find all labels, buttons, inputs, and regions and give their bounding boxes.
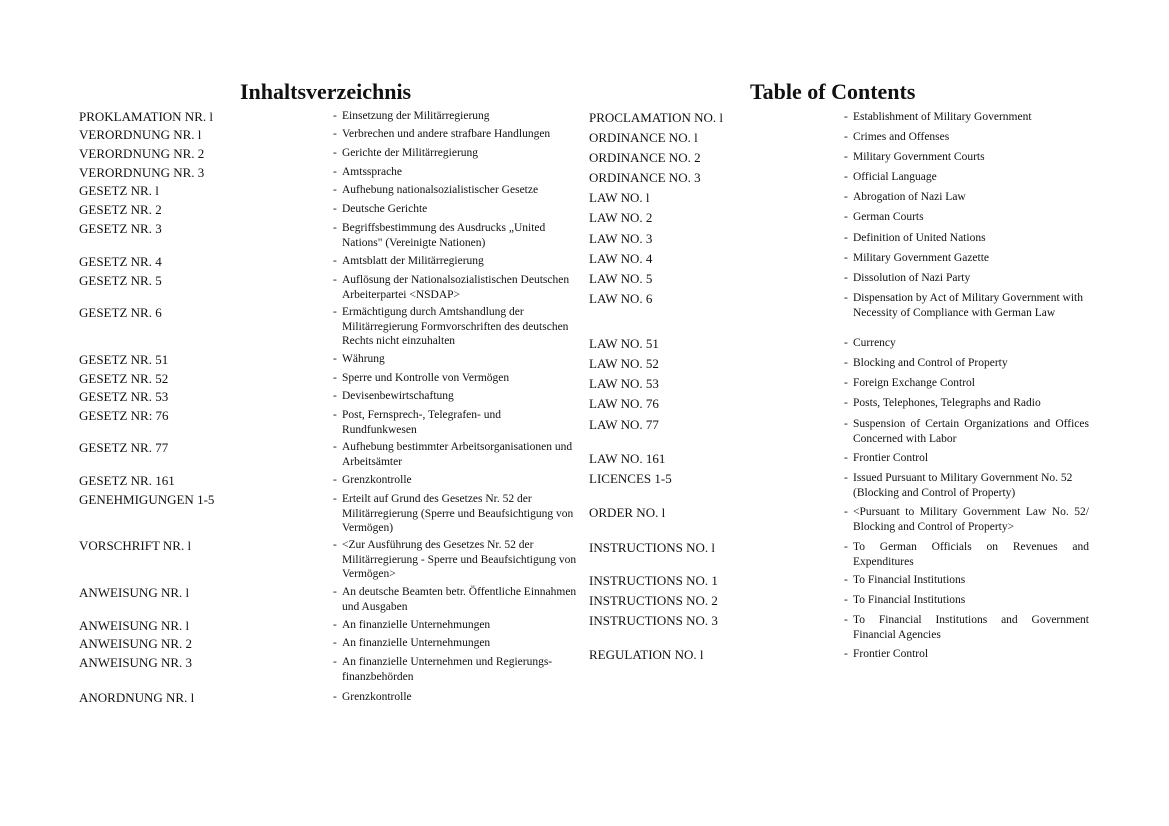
description-text: <Pursuant to Military Government Law No. 52/ Blocking and Control of Property> (853, 506, 1089, 533)
entry-code: GESETZ NR. 5 (79, 273, 162, 288)
description-text: Post, Fernsprech-, Telegrafen- und Rundfunkwesen (342, 409, 501, 436)
entry-description (333, 202, 578, 217)
entry-description (844, 130, 1089, 145)
description-text: An deutsche Beamten betr. Öffentliche Einnahmen und Ausgaben (342, 586, 577, 613)
entry-code: GESETZ NR: 76 (79, 408, 169, 423)
dash-marker: - (333, 372, 337, 384)
description-text: Dispensation by Act of Military Government with Necessity of Compliance with German Law (853, 292, 1083, 319)
entry-code: ANWEISUNG NR. 3 (79, 655, 193, 670)
entry-description (333, 538, 578, 582)
dash-marker: - (844, 252, 848, 264)
description-text: Währung (342, 353, 385, 365)
description-text: Military Government Courts (853, 151, 985, 163)
dash-marker: - (333, 390, 337, 402)
dash-marker: - (844, 337, 848, 349)
description-text: Aufhebung nationalsozialistischer Gesetze (342, 184, 539, 196)
description-text: To German Officials on Revenues and Expenditures (853, 541, 1089, 568)
description-text: Dissolution of Nazi Party (853, 272, 971, 284)
dash-marker: - (333, 147, 337, 159)
description-text: Devisenbewirtschaftung (342, 390, 454, 402)
entry-description (333, 109, 578, 124)
entry-code: GESETZ NR. 77 (79, 440, 169, 455)
dash-marker: - (844, 614, 848, 626)
dash-marker: - (844, 377, 848, 389)
entry-description (844, 251, 1089, 266)
dash-marker: - (333, 474, 337, 486)
dash-marker: - (333, 353, 337, 365)
dash-marker: - (844, 574, 848, 586)
description-text: Blocking and Control of Property (853, 357, 1008, 369)
entry-code: VORSCHRIFT NR. l (79, 538, 192, 553)
description-text: Aufhebung bestimmter Arbeitsorganisationen und Arbeitsämter (342, 441, 573, 468)
entry-code: GESETZ NR. 4 (79, 254, 162, 269)
description-text: Amtssprache (342, 166, 403, 178)
description-text: Abrogation of Nazi Law (853, 191, 966, 203)
description-text: Gerichte der Militärregierung (342, 147, 479, 159)
dash-marker: - (844, 191, 848, 203)
entry-description (844, 210, 1089, 225)
heading-german: Inhaltsverzeichnis (240, 79, 412, 104)
entry-code: LAW NO. 3 (589, 231, 653, 246)
dash-marker: - (333, 274, 337, 286)
description-text: Sperre und Kontrolle von Vermögen (342, 372, 510, 384)
entry-description (333, 254, 578, 269)
entry-code: INSTRUCTIONS NO. 2 (589, 593, 718, 608)
entry-code: GESETZ NR. 6 (79, 305, 162, 320)
entry-code: GENEHMIGUNGEN 1-5 (79, 492, 215, 507)
dash-marker: - (333, 637, 337, 649)
entry-description (844, 593, 1089, 608)
entry-code: PROCLAMATION NO. l (589, 110, 723, 125)
heading-english: Table of Contents (750, 79, 916, 104)
description-text: To Financial Institutions (853, 594, 966, 606)
dash-marker: - (333, 539, 337, 551)
description-text: Erteilt auf Grund des Gesetzes Nr. 52 der Militärregierung (Sperre und Beaufsichtigung von Vermögen) (342, 493, 574, 534)
entry-code: ORDER NO. l (589, 505, 666, 520)
dash-marker: - (844, 541, 848, 553)
entry-code: REGULATION NO. l (589, 647, 704, 662)
entry-code: INSTRUCTIONS NO. l (589, 540, 716, 555)
dash-marker: - (844, 151, 848, 163)
dash-marker: - (844, 171, 848, 183)
entry-description (333, 585, 578, 614)
description-text: Definition of United Nations (853, 232, 986, 244)
entry-description (844, 451, 1089, 466)
entry-description (844, 417, 1089, 446)
dash-marker: - (333, 166, 337, 178)
entry-code: LAW NO. l (589, 190, 650, 205)
entry-code: LAW NO. 5 (589, 271, 653, 286)
entry-code: GESETZ NR. 52 (79, 371, 169, 386)
description-text: Currency (853, 337, 896, 349)
dash-marker: - (333, 203, 337, 215)
entry-description (333, 273, 578, 302)
entry-description (844, 647, 1089, 662)
entry-description (844, 356, 1089, 371)
entry-description (333, 371, 578, 386)
description-text: Issued Pursuant to Military Government No. 52 (Blocking and Control of Property) (853, 472, 1073, 499)
dash-marker: - (333, 222, 337, 234)
dash-marker: - (844, 232, 848, 244)
dash-marker: - (333, 493, 337, 505)
entry-description (333, 690, 578, 705)
entry-description (844, 540, 1089, 569)
description-text: To Financial Institutions and Government Financial Agencies (853, 614, 1089, 641)
description-text: Foreign Exchange Control (853, 377, 976, 389)
entry-code: INSTRUCTIONS NO. 3 (589, 613, 718, 628)
description-text: An finanzielle Unternehmungen (342, 619, 491, 631)
dash-marker: - (844, 594, 848, 606)
dash-marker: - (844, 397, 848, 409)
description-text: <Zur Ausführung des Gesetzes Nr. 52 der Militärregierung - Sperre und Beaufsichtigung von Vermögen> (342, 539, 577, 580)
description-text: Frontier Control (853, 648, 929, 660)
description-text: Grenzkontrolle (342, 474, 412, 486)
dash-marker: - (844, 452, 848, 464)
description-text: Crimes and Offenses (853, 131, 950, 143)
entry-code: LAW NO. 76 (589, 396, 659, 411)
entry-description (333, 618, 578, 633)
dash-marker: - (333, 409, 337, 421)
description-text: To Financial Institutions (853, 574, 966, 586)
entry-code: LAW NO. 53 (589, 376, 659, 391)
dash-marker: - (844, 648, 848, 660)
entry-description (333, 440, 578, 469)
entry-description (333, 221, 578, 250)
entry-description (333, 408, 578, 437)
entry-description (844, 190, 1089, 205)
description-text: Amtsblatt der Militärregierung (342, 255, 484, 267)
entry-code: PROKLAMATION NR. l (79, 109, 213, 124)
description-text: Einsetzung der Militärregierung (342, 110, 490, 122)
entry-description (844, 471, 1089, 500)
entry-description (333, 183, 578, 198)
description-text: Auflösung der Nationalsozialistischen Deutschen Arbeiterpartei <NSDAP> (342, 274, 570, 301)
entry-code: LAW NO. 51 (589, 336, 659, 351)
entry-code: LAW NO. 77 (589, 417, 659, 432)
entry-description (844, 505, 1089, 534)
entry-description (844, 150, 1089, 165)
entry-code: GESETZ NR. 161 (79, 473, 175, 488)
entry-code: GESETZ NR. 3 (79, 221, 162, 236)
entry-code: INSTRUCTIONS NO. 1 (589, 573, 718, 588)
description-text: Establishment of Military Government (853, 111, 1032, 123)
entry-code: LAW NO. 161 (589, 451, 666, 466)
entry-description (333, 389, 578, 404)
entry-code: GESETZ NR. l (79, 183, 159, 198)
dash-marker: - (333, 586, 337, 598)
entry-description (333, 492, 578, 536)
description-text: Begriffsbestimmung des Ausdrucks „United Nations" (Vereinigte Nationen) (342, 222, 546, 249)
entry-code: ANWEISUNG NR. l (79, 618, 190, 633)
entry-description (333, 165, 578, 180)
entry-description (333, 473, 578, 488)
entry-description (844, 376, 1089, 391)
description-text: Frontier Control (853, 452, 929, 464)
dash-marker: - (333, 656, 337, 668)
description-text: Official Language (853, 171, 937, 183)
entry-description (844, 336, 1089, 351)
entry-description (844, 271, 1089, 286)
entry-description (844, 396, 1089, 411)
dash-marker: - (844, 272, 848, 284)
description-text: Posts, Telephones, Telegraphs and Radio (853, 397, 1041, 409)
dash-marker: - (844, 506, 848, 518)
description-text: An finanzielle Unternehmungen (342, 637, 491, 649)
entry-code: GESETZ NR. 53 (79, 389, 169, 404)
dash-marker: - (844, 211, 848, 223)
description-text: German Courts (853, 211, 924, 223)
entry-description (844, 291, 1089, 320)
dash-marker: - (333, 441, 337, 453)
description-text: An finanzielle Unternehmen und Regierungs-finanzbehörden (342, 656, 553, 683)
entry-code: ORDINANCE NO. 2 (589, 150, 701, 165)
entry-description (844, 231, 1089, 246)
entry-description (333, 127, 578, 142)
entry-code: LAW NO. 6 (589, 291, 653, 306)
entry-code: VERORDNUNG NR. 2 (79, 146, 205, 161)
entry-code: GESETZ NR. 2 (79, 202, 162, 217)
dash-marker: - (844, 357, 848, 369)
description-text: Grenzkontrolle (342, 691, 412, 703)
dash-marker: - (333, 691, 337, 703)
entry-code: ORDINANCE NO. l (589, 130, 698, 145)
entry-code: LICENCES 1-5 (589, 471, 672, 486)
entry-description (333, 146, 578, 161)
dash-marker: - (333, 110, 337, 122)
entry-code: VERORDNUNG NR. l (79, 127, 202, 142)
dash-marker: - (333, 128, 337, 140)
entry-description (333, 636, 578, 651)
entry-code: LAW NO. 4 (589, 251, 653, 266)
dash-marker: - (333, 619, 337, 631)
dash-marker: - (844, 131, 848, 143)
dash-marker: - (844, 111, 848, 123)
entry-description (844, 573, 1089, 588)
entry-code: ORDINANCE NO. 3 (589, 170, 701, 185)
dash-marker: - (844, 418, 848, 430)
dash-marker: - (333, 184, 337, 196)
entry-description (333, 305, 578, 349)
entry-description (333, 352, 578, 367)
entry-description (844, 613, 1089, 642)
entry-code: LAW NO. 2 (589, 210, 653, 225)
entry-description (844, 170, 1089, 185)
entry-description (844, 110, 1089, 125)
entry-code: ANWEISUNG NR. l (79, 585, 190, 600)
dash-marker: - (333, 306, 337, 318)
dash-marker: - (333, 255, 337, 267)
entry-code: VERORDNUNG NR. 3 (79, 165, 205, 180)
dash-marker: - (844, 472, 848, 484)
entry-code: GESETZ NR. 51 (79, 352, 169, 367)
entry-code: ANORDNUNG NR. l (79, 690, 195, 705)
description-text: Verbrechen und andere strafbare Handlungen (342, 128, 551, 140)
dash-marker: - (844, 292, 848, 304)
entry-code: LAW NO. 52 (589, 356, 659, 371)
description-text: Military Government Gazette (853, 252, 990, 264)
entry-description (333, 655, 578, 684)
description-text: Deutsche Gerichte (342, 203, 428, 215)
description-text: Suspension of Certain Organizations and Offices Concerned with Labor (853, 418, 1089, 445)
entry-code: ANWEISUNG NR. 2 (79, 636, 193, 651)
description-text: Ermächtigung durch Amtshandlung der Militärregierung Formvorschriften des deutschen Rechts nicht einzuhalten (342, 306, 569, 347)
